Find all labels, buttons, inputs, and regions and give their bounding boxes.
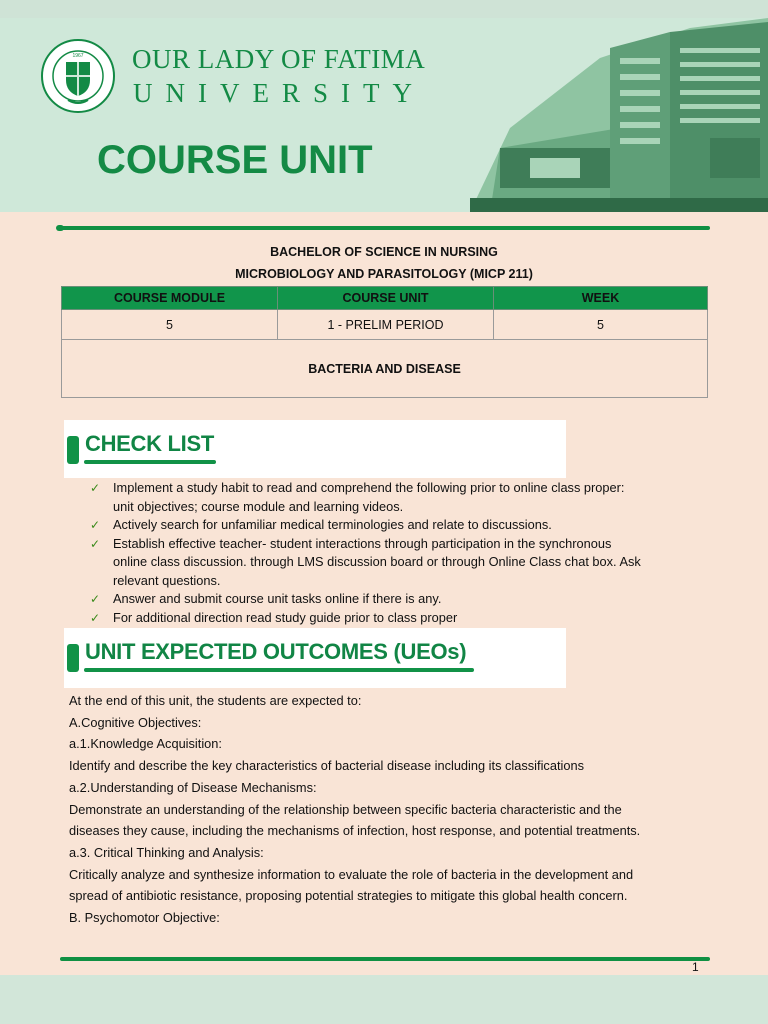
course-info-table (61, 286, 708, 398)
checklist-item-line: Answer and submit course unit tasks online if there is any. (113, 591, 442, 606)
footer-band (0, 975, 768, 1024)
checklist-title: CHECK LIST (85, 431, 215, 456)
campus-building-image (470, 18, 768, 212)
outcomes-body (69, 690, 729, 929)
outcome-line: A.Cognitive Objectives: (69, 714, 202, 730)
table-row-topic (62, 340, 708, 398)
outcome-line: a.3. Critical Thinking and Analysis: (69, 844, 264, 860)
top-strip (0, 0, 768, 18)
document-header (0, 18, 768, 212)
document-title: COURSE UNIT (97, 138, 373, 182)
course-name: MICROBIOLOGY AND PARASITOLOGY (MICP 211) (235, 267, 533, 281)
checklist-item (84, 590, 684, 609)
checklist-section-header (64, 420, 566, 478)
cell-topic: BACTERIA AND DISEASE (62, 340, 708, 398)
university-seal-icon (40, 38, 116, 114)
outcome-line: diseases they cause, including the mechanisms of infection, host response, and potential treatments. (69, 823, 641, 839)
section-marker (67, 644, 79, 672)
program-name: BACHELOR OF SCIENCE IN NURSING (270, 245, 498, 259)
footer-divider (60, 957, 710, 961)
cell-course-unit: 1 - PRELIM PERIOD (278, 310, 494, 340)
outcomes-section-header (64, 628, 566, 688)
check-icon: ✓ (90, 518, 101, 532)
outcome-line: a.1.Knowledge Acquisition: (69, 736, 222, 752)
page-number: 1 (692, 960, 699, 974)
header-course-unit: COURSE UNIT (278, 287, 494, 310)
checklist-item (84, 609, 684, 628)
checklist-item-line: relevant questions. (113, 572, 221, 588)
check-icon: ✓ (90, 592, 101, 606)
section-underline (84, 668, 474, 672)
checklist-item-line: For additional direction read study guide prior to class proper (113, 609, 458, 625)
university-name-line1: OUR LADY OF FATIMA (132, 44, 426, 74)
check-icon: ✓ (90, 536, 101, 551)
check-icon: ✓ (90, 610, 101, 625)
outcome-line: Demonstrate an understanding of the relationship between specific bacteria characteristic and the (69, 801, 622, 817)
header-divider (60, 226, 710, 230)
outcome-line: a.2.Understanding of Disease Mechanisms: (69, 779, 317, 795)
outcome-line: Identify and describe the key characteristics of bacterial disease including its classifications (69, 758, 584, 774)
outcome-line: spread of antibiotic resistance, proposing potential strategies to mitigate this global health concern. (69, 888, 628, 904)
checklist-item-line: unit objectives; course module and learning videos. (113, 498, 404, 514)
university-name-line2: UNIVERSITY (133, 78, 425, 108)
checklist-item (84, 516, 684, 535)
table-row (62, 310, 708, 340)
section-marker (67, 436, 79, 464)
outcome-line: Critically analyze and synthesize information to evaluate the role of bacteria in the development and (69, 866, 634, 882)
section-underline (84, 460, 216, 464)
header-week: WEEK (494, 287, 708, 310)
outcome-line: At the end of this unit, the students are expected to: (69, 693, 362, 708)
checklist-item (84, 535, 684, 591)
seal-year: 1967 (72, 53, 84, 59)
table-header-row (62, 287, 708, 310)
cell-course-module: 5 (62, 310, 278, 340)
checklist-item-line: online class discussion. through LMS discussion board or through Online Class chat box. Ask (113, 554, 641, 569)
checklist-item (84, 479, 684, 516)
checklist-item-line: Establish effective teacher- student interactions through participation in the synchronous (113, 535, 612, 551)
checklist-item-line: Implement a study habit to read and comprehend the following prior to online class proper: (113, 480, 625, 495)
check-icon: ✓ (90, 481, 101, 495)
outcome-line: B. Psychomotor Objective: (69, 910, 220, 926)
outcomes-title: UNIT EXPECTED OUTCOMES (UEOs) (85, 639, 467, 664)
checklist-item-line: Actively search for unfamiliar medical terminologies and relate to discussions. (113, 517, 552, 532)
header-course-module: COURSE MODULE (62, 287, 278, 310)
cell-week: 5 (494, 310, 708, 340)
checklist (84, 479, 684, 627)
